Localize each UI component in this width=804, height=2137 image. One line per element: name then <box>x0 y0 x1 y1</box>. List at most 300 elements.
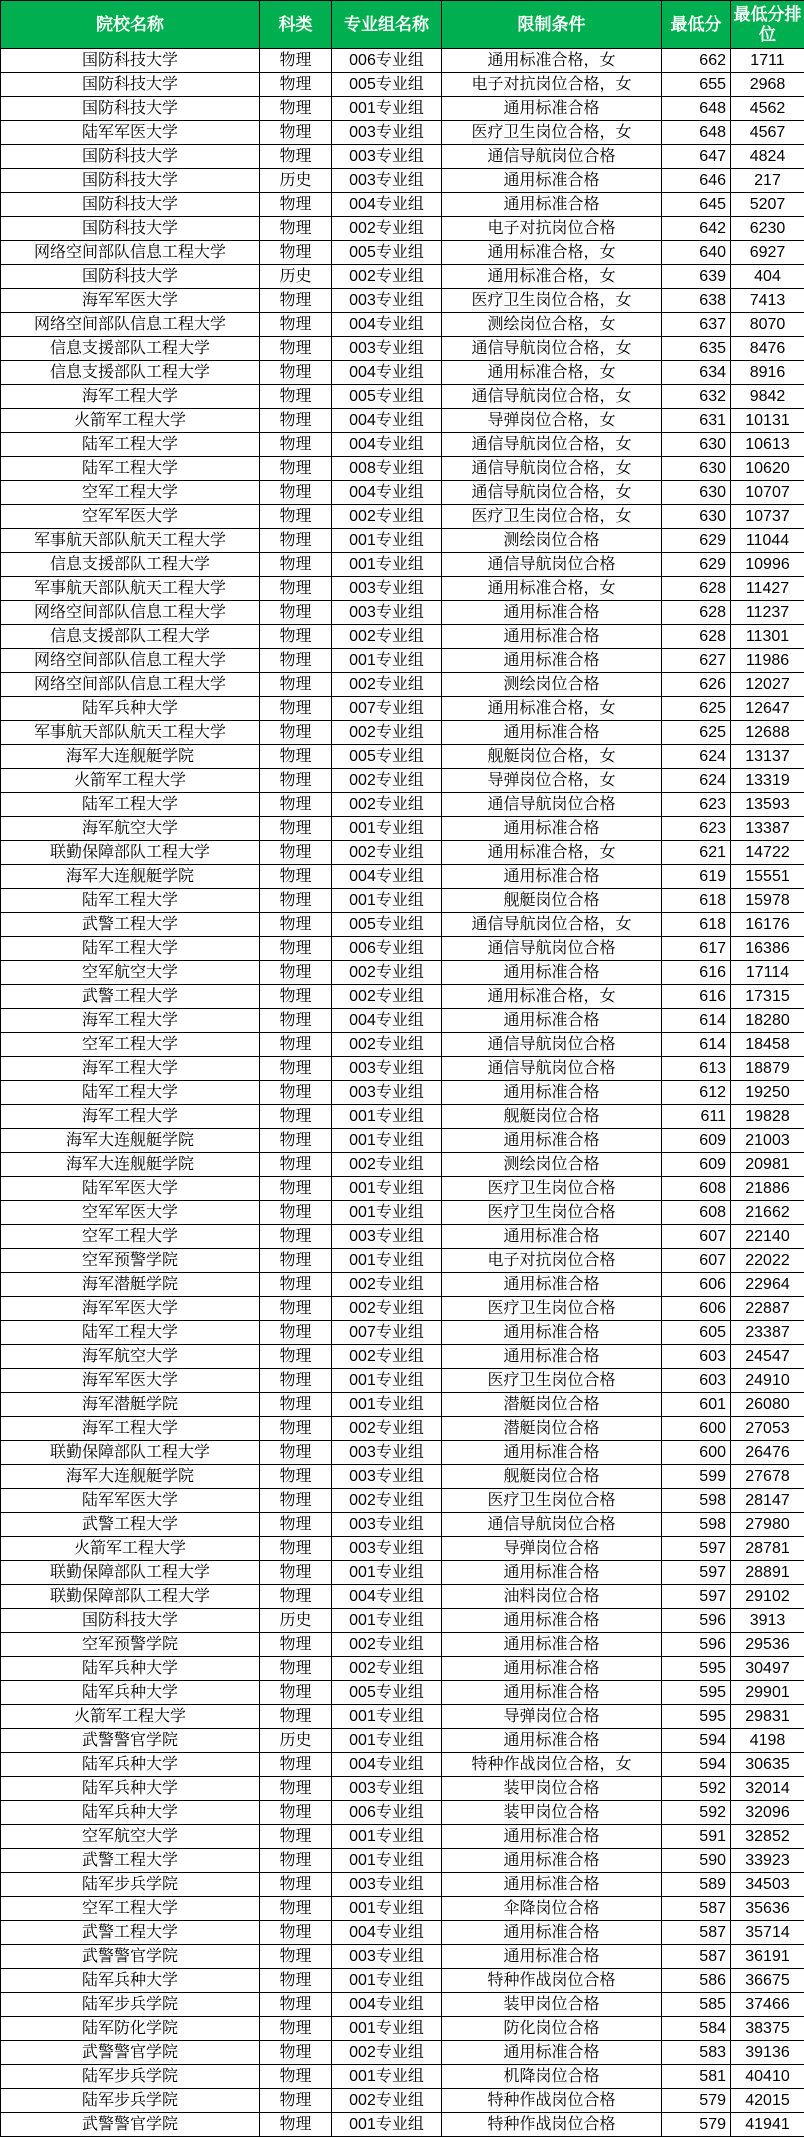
restriction-cell: 测绘岗位合格 <box>442 1153 662 1177</box>
min-score-cell: 623 <box>662 817 731 841</box>
min-score-cell: 628 <box>662 625 731 649</box>
min-score-cell: 596 <box>662 1609 731 1633</box>
table-row <box>1 625 804 649</box>
min-rank-cell: 4562 <box>731 97 804 121</box>
table-body <box>1 49 804 2137</box>
subject-cell: 物理 <box>260 505 332 529</box>
group-cell: 004专业组 <box>332 1753 442 1777</box>
subject-cell: 物理 <box>260 1945 332 1969</box>
table-row <box>1 1153 804 1177</box>
school-cell: 空军航空大学 <box>1 1825 260 1849</box>
min-rank-cell: 20981 <box>731 1153 804 1177</box>
school-cell: 陆军兵种大学 <box>1 1681 260 1705</box>
restriction-cell: 舰艇岗位合格，女 <box>442 745 662 769</box>
group-cell: 002专业组 <box>332 2041 442 2065</box>
header-school: 院校名称 <box>1 1 260 49</box>
min-score-cell: 597 <box>662 1537 731 1561</box>
table-row <box>1 1801 804 1825</box>
header-group: 专业组名称 <box>332 1 442 49</box>
min-score-cell: 609 <box>662 1129 731 1153</box>
restriction-cell: 医疗卫生岗位合格 <box>442 1201 662 1225</box>
restriction-cell: 通用标准合格 <box>442 1873 662 1897</box>
min-score-cell: 616 <box>662 961 731 985</box>
table-row <box>1 697 804 721</box>
min-score-cell: 601 <box>662 1393 731 1417</box>
min-score-cell: 603 <box>662 1369 731 1393</box>
table-row <box>1 217 804 241</box>
restriction-cell: 通信导航岗位合格，女 <box>442 385 662 409</box>
school-cell: 陆军工程大学 <box>1 793 260 817</box>
min-rank-cell: 29901 <box>731 1681 804 1705</box>
school-cell: 空军预警学院 <box>1 1633 260 1657</box>
group-cell: 003专业组 <box>332 1945 442 1969</box>
table-row <box>1 1969 804 1993</box>
group-cell: 002专业组 <box>332 1153 442 1177</box>
min-score-cell: 625 <box>662 721 731 745</box>
subject-cell: 物理 <box>260 745 332 769</box>
subject-cell: 物理 <box>260 625 332 649</box>
school-cell: 信息支援部队工程大学 <box>1 337 260 361</box>
subject-cell: 物理 <box>260 409 332 433</box>
restriction-cell: 通用标准合格，女 <box>442 265 662 289</box>
min-score-cell: 587 <box>662 1921 731 1945</box>
min-score-cell: 599 <box>662 1465 731 1489</box>
min-rank-cell: 22887 <box>731 1297 804 1321</box>
school-cell: 陆军军医大学 <box>1 1489 260 1513</box>
min-score-cell: 607 <box>662 1225 731 1249</box>
subject-cell: 物理 <box>260 913 332 937</box>
subject-cell: 历史 <box>260 265 332 289</box>
restriction-cell: 导弹岗位合格，女 <box>442 409 662 433</box>
min-rank-cell: 21662 <box>731 1201 804 1225</box>
min-rank-cell: 33923 <box>731 1849 804 1873</box>
subject-cell: 物理 <box>260 985 332 1009</box>
group-cell: 004专业组 <box>332 481 442 505</box>
group-cell: 002专业组 <box>332 1633 442 1657</box>
min-score-cell: 612 <box>662 1081 731 1105</box>
restriction-cell: 通用标准合格，女 <box>442 697 662 721</box>
restriction-cell: 通用标准合格 <box>442 721 662 745</box>
restriction-cell: 特种作战岗位合格 <box>442 2113 662 2137</box>
restriction-cell: 电子对抗岗位合格 <box>442 1249 662 1273</box>
school-cell: 空军工程大学 <box>1 1897 260 1921</box>
group-cell: 003专业组 <box>332 337 442 361</box>
min-rank-cell: 1711 <box>731 49 804 73</box>
subject-cell: 物理 <box>260 289 332 313</box>
school-cell: 海军潜艇学院 <box>1 1393 260 1417</box>
table-row <box>1 361 804 385</box>
restriction-cell: 潜艇岗位合格 <box>442 1393 662 1417</box>
min-rank-cell: 17114 <box>731 961 804 985</box>
restriction-cell: 通用标准合格 <box>442 1633 662 1657</box>
subject-cell: 物理 <box>260 1225 332 1249</box>
subject-cell: 物理 <box>260 865 332 889</box>
subject-cell: 物理 <box>260 841 332 865</box>
restriction-cell: 通用标准合格 <box>442 649 662 673</box>
min-score-cell: 630 <box>662 505 731 529</box>
table-row <box>1 1657 804 1681</box>
table-row <box>1 169 804 193</box>
restriction-cell: 通用标准合格 <box>442 1441 662 1465</box>
table-row <box>1 1465 804 1489</box>
restriction-cell: 导弹岗位合格 <box>442 1705 662 1729</box>
restriction-cell: 特种作战岗位合格 <box>442 2089 662 2113</box>
table-row <box>1 481 804 505</box>
min-rank-cell: 4198 <box>731 1729 804 1753</box>
school-cell: 空军军医大学 <box>1 505 260 529</box>
header-min-score: 最低分 <box>662 1 731 49</box>
group-cell: 001专业组 <box>332 529 442 553</box>
restriction-cell: 通用标准合格 <box>442 97 662 121</box>
school-cell: 陆军兵种大学 <box>1 1969 260 1993</box>
min-score-cell: 629 <box>662 553 731 577</box>
table-row <box>1 145 804 169</box>
min-rank-cell: 37466 <box>731 1993 804 2017</box>
school-cell: 网络空间部队信息工程大学 <box>1 241 260 265</box>
min-rank-cell: 13387 <box>731 817 804 841</box>
restriction-cell: 通用标准合格，女 <box>442 361 662 385</box>
school-cell: 空军工程大学 <box>1 481 260 505</box>
group-cell: 006专业组 <box>332 937 442 961</box>
restriction-cell: 医疗卫生岗位合格，女 <box>442 289 662 313</box>
subject-cell: 物理 <box>260 1657 332 1681</box>
school-cell: 信息支援部队工程大学 <box>1 625 260 649</box>
min-score-cell: 616 <box>662 985 731 1009</box>
table-row <box>1 1777 804 1801</box>
min-rank-cell: 27053 <box>731 1417 804 1441</box>
min-score-cell: 635 <box>662 337 731 361</box>
restriction-cell: 通用标准合格 <box>442 1681 662 1705</box>
school-cell: 联勤保障部队工程大学 <box>1 1585 260 1609</box>
subject-cell: 物理 <box>260 1753 332 1777</box>
subject-cell: 物理 <box>260 793 332 817</box>
min-score-cell: 611 <box>662 1105 731 1129</box>
school-cell: 军事航天部队航天工程大学 <box>1 529 260 553</box>
header-restriction: 限制条件 <box>442 1 662 49</box>
min-score-cell: 613 <box>662 1057 731 1081</box>
min-score-cell: 646 <box>662 169 731 193</box>
school-cell: 海军军医大学 <box>1 1369 260 1393</box>
subject-cell: 物理 <box>260 1993 332 2017</box>
min-rank-cell: 217 <box>731 169 804 193</box>
min-rank-cell: 18879 <box>731 1057 804 1081</box>
subject-cell: 物理 <box>260 1057 332 1081</box>
restriction-cell: 医疗卫生岗位合格 <box>442 1489 662 1513</box>
school-cell: 陆军兵种大学 <box>1 1777 260 1801</box>
min-score-cell: 606 <box>662 1273 731 1297</box>
min-rank-cell: 36191 <box>731 1945 804 1969</box>
min-score-cell: 638 <box>662 289 731 313</box>
restriction-cell: 通用标准合格，女 <box>442 241 662 265</box>
table-row <box>1 769 804 793</box>
school-cell: 武警警官学院 <box>1 1729 260 1753</box>
school-cell: 国防科技大学 <box>1 169 260 193</box>
table-row <box>1 889 804 913</box>
school-cell: 陆军兵种大学 <box>1 1801 260 1825</box>
school-cell: 海军军医大学 <box>1 289 260 313</box>
restriction-cell: 潜艇岗位合格 <box>442 1417 662 1441</box>
group-cell: 003专业组 <box>332 1225 442 1249</box>
min-rank-cell: 15978 <box>731 889 804 913</box>
subject-cell: 物理 <box>260 385 332 409</box>
school-cell: 国防科技大学 <box>1 49 260 73</box>
table-row <box>1 1921 804 1945</box>
subject-cell: 物理 <box>260 673 332 697</box>
restriction-cell: 通信导航岗位合格 <box>442 1513 662 1537</box>
subject-cell: 物理 <box>260 97 332 121</box>
restriction-cell: 舰艇岗位合格 <box>442 1465 662 1489</box>
school-cell: 陆军步兵学院 <box>1 2065 260 2089</box>
restriction-cell: 通信导航岗位合格 <box>442 145 662 169</box>
school-cell: 海军军医大学 <box>1 1297 260 1321</box>
restriction-cell: 通用标准合格 <box>442 1921 662 1945</box>
min-rank-cell: 21003 <box>731 1129 804 1153</box>
min-score-cell: 606 <box>662 1297 731 1321</box>
group-cell: 001专业组 <box>332 2113 442 2137</box>
group-cell: 001专业组 <box>332 1609 442 1633</box>
min-rank-cell: 13137 <box>731 745 804 769</box>
group-cell: 001专业组 <box>332 1705 442 1729</box>
min-rank-cell: 36675 <box>731 1969 804 1993</box>
min-rank-cell: 26476 <box>731 1441 804 1465</box>
restriction-cell: 通信导航岗位合格，女 <box>442 481 662 505</box>
subject-cell: 物理 <box>260 1897 332 1921</box>
group-cell: 003专业组 <box>332 1777 442 1801</box>
group-cell: 001专业组 <box>332 1105 442 1129</box>
school-cell: 海军航空大学 <box>1 817 260 841</box>
subject-cell: 物理 <box>260 1465 332 1489</box>
table-row <box>1 1705 804 1729</box>
restriction-cell: 通用标准合格，女 <box>442 841 662 865</box>
min-score-cell: 595 <box>662 1657 731 1681</box>
group-cell: 004专业组 <box>332 193 442 217</box>
table-row <box>1 457 804 481</box>
table-row <box>1 577 804 601</box>
table-row <box>1 49 804 73</box>
restriction-cell: 通用标准合格 <box>442 1273 662 1297</box>
group-cell: 005专业组 <box>332 73 442 97</box>
subject-cell: 历史 <box>260 1609 332 1633</box>
min-rank-cell: 22140 <box>731 1225 804 1249</box>
school-cell: 网络空间部队信息工程大学 <box>1 313 260 337</box>
min-score-cell: 596 <box>662 1633 731 1657</box>
table-row <box>1 985 804 1009</box>
group-cell: 007专业组 <box>332 697 442 721</box>
restriction-cell: 医疗卫生岗位合格 <box>442 1369 662 1393</box>
min-rank-cell: 28781 <box>731 1537 804 1561</box>
header-subject: 科类 <box>260 1 332 49</box>
restriction-cell: 通用标准合格 <box>442 1657 662 1681</box>
min-score-cell: 592 <box>662 1801 731 1825</box>
subject-cell: 物理 <box>260 1537 332 1561</box>
restriction-cell: 防化岗位合格 <box>442 2017 662 2041</box>
subject-cell: 物理 <box>260 2041 332 2065</box>
min-score-cell: 645 <box>662 193 731 217</box>
subject-cell: 物理 <box>260 313 332 337</box>
group-cell: 001专业组 <box>332 1129 442 1153</box>
min-score-cell: 586 <box>662 1969 731 1993</box>
min-rank-cell: 8070 <box>731 313 804 337</box>
min-score-cell: 607 <box>662 1249 731 1273</box>
min-rank-cell: 2968 <box>731 73 804 97</box>
restriction-cell: 通用标准合格 <box>442 601 662 625</box>
min-rank-cell: 27678 <box>731 1465 804 1489</box>
school-cell: 军事航天部队航天工程大学 <box>1 721 260 745</box>
group-cell: 002专业组 <box>332 1489 442 1513</box>
school-cell: 信息支援部队工程大学 <box>1 361 260 385</box>
min-rank-cell: 7413 <box>731 289 804 313</box>
restriction-cell: 通信导航岗位合格 <box>442 937 662 961</box>
subject-cell: 物理 <box>260 121 332 145</box>
restriction-cell: 通用标准合格 <box>442 1561 662 1585</box>
school-cell: 海军工程大学 <box>1 1417 260 1441</box>
group-cell: 001专业组 <box>332 1201 442 1225</box>
school-cell: 陆军军医大学 <box>1 1177 260 1201</box>
table-row <box>1 529 804 553</box>
restriction-cell: 舰艇岗位合格 <box>442 889 662 913</box>
subject-cell: 物理 <box>260 649 332 673</box>
school-cell: 陆军防化学院 <box>1 2017 260 2041</box>
school-cell: 武警工程大学 <box>1 1921 260 1945</box>
subject-cell: 物理 <box>260 1033 332 1057</box>
table-row <box>1 385 804 409</box>
min-rank-cell: 13593 <box>731 793 804 817</box>
group-cell: 003专业组 <box>332 121 442 145</box>
min-rank-cell: 18458 <box>731 1033 804 1057</box>
min-rank-cell: 29102 <box>731 1585 804 1609</box>
group-cell: 002专业组 <box>332 505 442 529</box>
group-cell: 002专业组 <box>332 1345 442 1369</box>
group-cell: 007专业组 <box>332 1321 442 1345</box>
restriction-cell: 电子对抗岗位合格，女 <box>442 73 662 97</box>
school-cell: 联勤保障部队工程大学 <box>1 1561 260 1585</box>
school-cell: 陆军军医大学 <box>1 121 260 145</box>
school-cell: 海军大连舰艇学院 <box>1 865 260 889</box>
table-row <box>1 1993 804 2017</box>
group-cell: 004专业组 <box>332 1921 442 1945</box>
group-cell: 003专业组 <box>332 1057 442 1081</box>
group-cell: 003专业组 <box>332 601 442 625</box>
min-score-cell: 609 <box>662 1153 731 1177</box>
min-rank-cell: 27980 <box>731 1513 804 1537</box>
subject-cell: 物理 <box>260 1153 332 1177</box>
table-row <box>1 73 804 97</box>
min-score-cell: 600 <box>662 1441 731 1465</box>
table-row <box>1 1297 804 1321</box>
subject-cell: 历史 <box>260 169 332 193</box>
min-score-cell: 598 <box>662 1489 731 1513</box>
school-cell: 军事航天部队航天工程大学 <box>1 577 260 601</box>
school-cell: 武警警官学院 <box>1 2041 260 2065</box>
min-rank-cell: 21886 <box>731 1177 804 1201</box>
school-cell: 陆军工程大学 <box>1 937 260 961</box>
group-cell: 002专业组 <box>332 961 442 985</box>
min-rank-cell: 35636 <box>731 1897 804 1921</box>
min-score-cell: 628 <box>662 577 731 601</box>
subject-cell: 物理 <box>260 1417 332 1441</box>
restriction-cell: 特种作战岗位合格 <box>442 1969 662 1993</box>
min-score-cell: 623 <box>662 793 731 817</box>
table-row <box>1 1897 804 1921</box>
group-cell: 004专业组 <box>332 1585 442 1609</box>
min-score-cell: 642 <box>662 217 731 241</box>
school-cell: 网络空间部队信息工程大学 <box>1 601 260 625</box>
restriction-cell: 通用标准合格 <box>442 1081 662 1105</box>
restriction-cell: 装甲岗位合格 <box>442 1993 662 2017</box>
restriction-cell: 油料岗位合格 <box>442 1585 662 1609</box>
subject-cell: 物理 <box>260 553 332 577</box>
group-cell: 001专业组 <box>332 889 442 913</box>
group-cell: 005专业组 <box>332 913 442 937</box>
school-cell: 陆军兵种大学 <box>1 697 260 721</box>
restriction-cell: 医疗卫生岗位合格，女 <box>442 121 662 145</box>
table-row <box>1 673 804 697</box>
min-score-cell: 626 <box>662 673 731 697</box>
table-row <box>1 2017 804 2041</box>
min-score-cell: 627 <box>662 649 731 673</box>
subject-cell: 物理 <box>260 1369 332 1393</box>
subject-cell: 物理 <box>260 889 332 913</box>
min-rank-cell: 28891 <box>731 1561 804 1585</box>
school-cell: 火箭军工程大学 <box>1 409 260 433</box>
min-rank-cell: 6927 <box>731 241 804 265</box>
min-score-cell: 595 <box>662 1681 731 1705</box>
min-rank-cell: 29831 <box>731 1705 804 1729</box>
restriction-cell: 通用标准合格 <box>442 1849 662 1873</box>
table-row <box>1 793 804 817</box>
min-score-cell: 587 <box>662 1945 731 1969</box>
school-cell: 海军潜艇学院 <box>1 1273 260 1297</box>
school-cell: 火箭军工程大学 <box>1 769 260 793</box>
group-cell: 001专业组 <box>332 1393 442 1417</box>
min-score-cell: 608 <box>662 1201 731 1225</box>
restriction-cell: 通用标准合格 <box>442 1225 662 1249</box>
restriction-cell: 伞降岗位合格 <box>442 1897 662 1921</box>
table-row <box>1 121 804 145</box>
group-cell: 003专业组 <box>332 1537 442 1561</box>
table-row <box>1 1009 804 1033</box>
subject-cell: 物理 <box>260 1681 332 1705</box>
min-score-cell: 605 <box>662 1321 731 1345</box>
restriction-cell: 通用标准合格 <box>442 1945 662 1969</box>
table-row <box>1 1201 804 1225</box>
school-cell: 陆军步兵学院 <box>1 1993 260 2017</box>
table-row <box>1 1081 804 1105</box>
min-rank-cell: 40410 <box>731 2065 804 2089</box>
restriction-cell: 通用标准合格 <box>442 169 662 193</box>
min-score-cell: 618 <box>662 913 731 937</box>
group-cell: 002专业组 <box>332 265 442 289</box>
min-score-cell: 630 <box>662 481 731 505</box>
school-cell: 武警工程大学 <box>1 985 260 1009</box>
restriction-cell: 电子对抗岗位合格 <box>442 217 662 241</box>
school-cell: 海军工程大学 <box>1 1105 260 1129</box>
school-cell: 网络空间部队信息工程大学 <box>1 649 260 673</box>
restriction-cell: 通用标准合格，女 <box>442 985 662 1009</box>
table-row <box>1 1681 804 1705</box>
restriction-cell: 通信导航岗位合格，女 <box>442 337 662 361</box>
subject-cell: 物理 <box>260 1009 332 1033</box>
school-cell: 陆军工程大学 <box>1 433 260 457</box>
table-row <box>1 1753 804 1777</box>
min-rank-cell: 14722 <box>731 841 804 865</box>
group-cell: 004专业组 <box>332 409 442 433</box>
subject-cell: 物理 <box>260 1489 332 1513</box>
table-row <box>1 1513 804 1537</box>
min-score-cell: 597 <box>662 1585 731 1609</box>
restriction-cell: 机降岗位合格 <box>442 2065 662 2089</box>
table-row <box>1 1729 804 1753</box>
